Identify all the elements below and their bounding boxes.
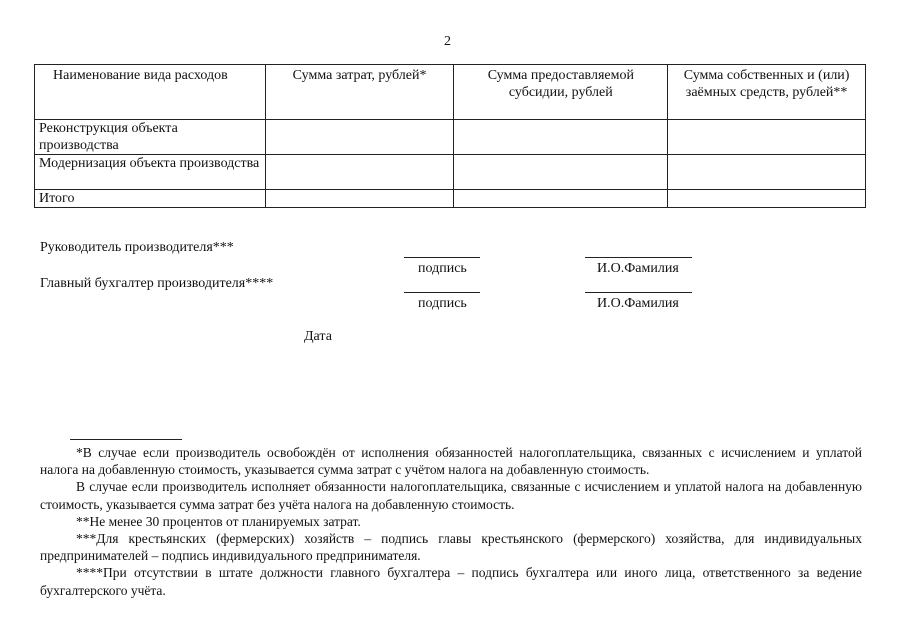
header-cost-amount: Сумма затрат, рублей* bbox=[265, 65, 454, 120]
footnotes bbox=[40, 444, 862, 599]
page-number: 2 bbox=[444, 34, 451, 49]
row-label-reconstruction: Реконструкция объекта производства bbox=[35, 120, 266, 155]
accountant-signature-line bbox=[404, 292, 480, 293]
accountant-name-caption: И.О.Фамилия bbox=[597, 296, 679, 311]
table-header-row bbox=[35, 65, 866, 120]
footnote-accountant-signature: ****При отсутствии в штате должности главного бухгалтера – подпись бухгалтера или иного лица, ответственного за ведение бухгалтерского учёта. bbox=[40, 565, 862, 598]
accountant-label: Главный бухгалтер производителя**** bbox=[40, 276, 274, 291]
table-cell bbox=[454, 120, 668, 155]
director-name-caption: И.О.Фамилия bbox=[597, 261, 679, 276]
header-expense-type: Наименование вида расходов bbox=[35, 65, 266, 120]
table-cell bbox=[265, 120, 454, 155]
row-label-total: Итого bbox=[35, 190, 266, 208]
table-cell bbox=[454, 155, 668, 190]
table-row bbox=[35, 120, 866, 155]
footnote-min-percent: **Не менее 30 процентов от планируемых затрат. bbox=[76, 513, 361, 529]
table-cell bbox=[668, 190, 866, 208]
table-cell bbox=[265, 155, 454, 190]
header-own-funds: Сумма собственных и (или) заёмных средств, рублей** bbox=[668, 65, 866, 120]
footnote-farm-signature: ***Для крестьянских (фермерских) хозяйств – подпись главы крестьянского (фермерского) хозяйства, для индивидуальных предпринимателей – подпись индивидуального предпринимателя. bbox=[40, 531, 862, 564]
accountant-signature-caption: подпись bbox=[418, 296, 467, 311]
table-cell bbox=[454, 190, 668, 208]
director-signature-line bbox=[404, 257, 480, 258]
row-label-modernization: Модернизация объекта производства bbox=[35, 155, 266, 190]
footnote-separator bbox=[70, 439, 182, 440]
director-label: Руководитель производителя*** bbox=[40, 240, 234, 255]
table-cell bbox=[265, 190, 454, 208]
header-subsidy-amount: Сумма предоставляемой субсидии, рублей bbox=[454, 65, 668, 120]
director-name-line bbox=[585, 257, 692, 258]
director-signature-caption: подпись bbox=[418, 261, 467, 276]
table-row-total bbox=[35, 190, 866, 208]
date-label: Дата bbox=[304, 329, 332, 344]
table-cell bbox=[668, 120, 866, 155]
table-row bbox=[35, 155, 866, 190]
accountant-name-line bbox=[585, 292, 692, 293]
footnote-vat-exempt: *В случае если производитель освобождён от исполнения обязанностей налогоплательщика, связанных с исчислением и уплатой налога на добавленную стоимость, указывается сумма затрат с учётом налога на добавленную стоимость. bbox=[40, 445, 862, 478]
footnote-vat-payer: В случае если производитель исполняет обязанности налогоплательщика, связанные с исчислением и уплатой налога на добавленную стоимость, указывается сумма затрат без учёта налога на добавленную стоимость. bbox=[40, 479, 862, 512]
table-cell bbox=[668, 155, 866, 190]
expense-table bbox=[34, 64, 866, 208]
